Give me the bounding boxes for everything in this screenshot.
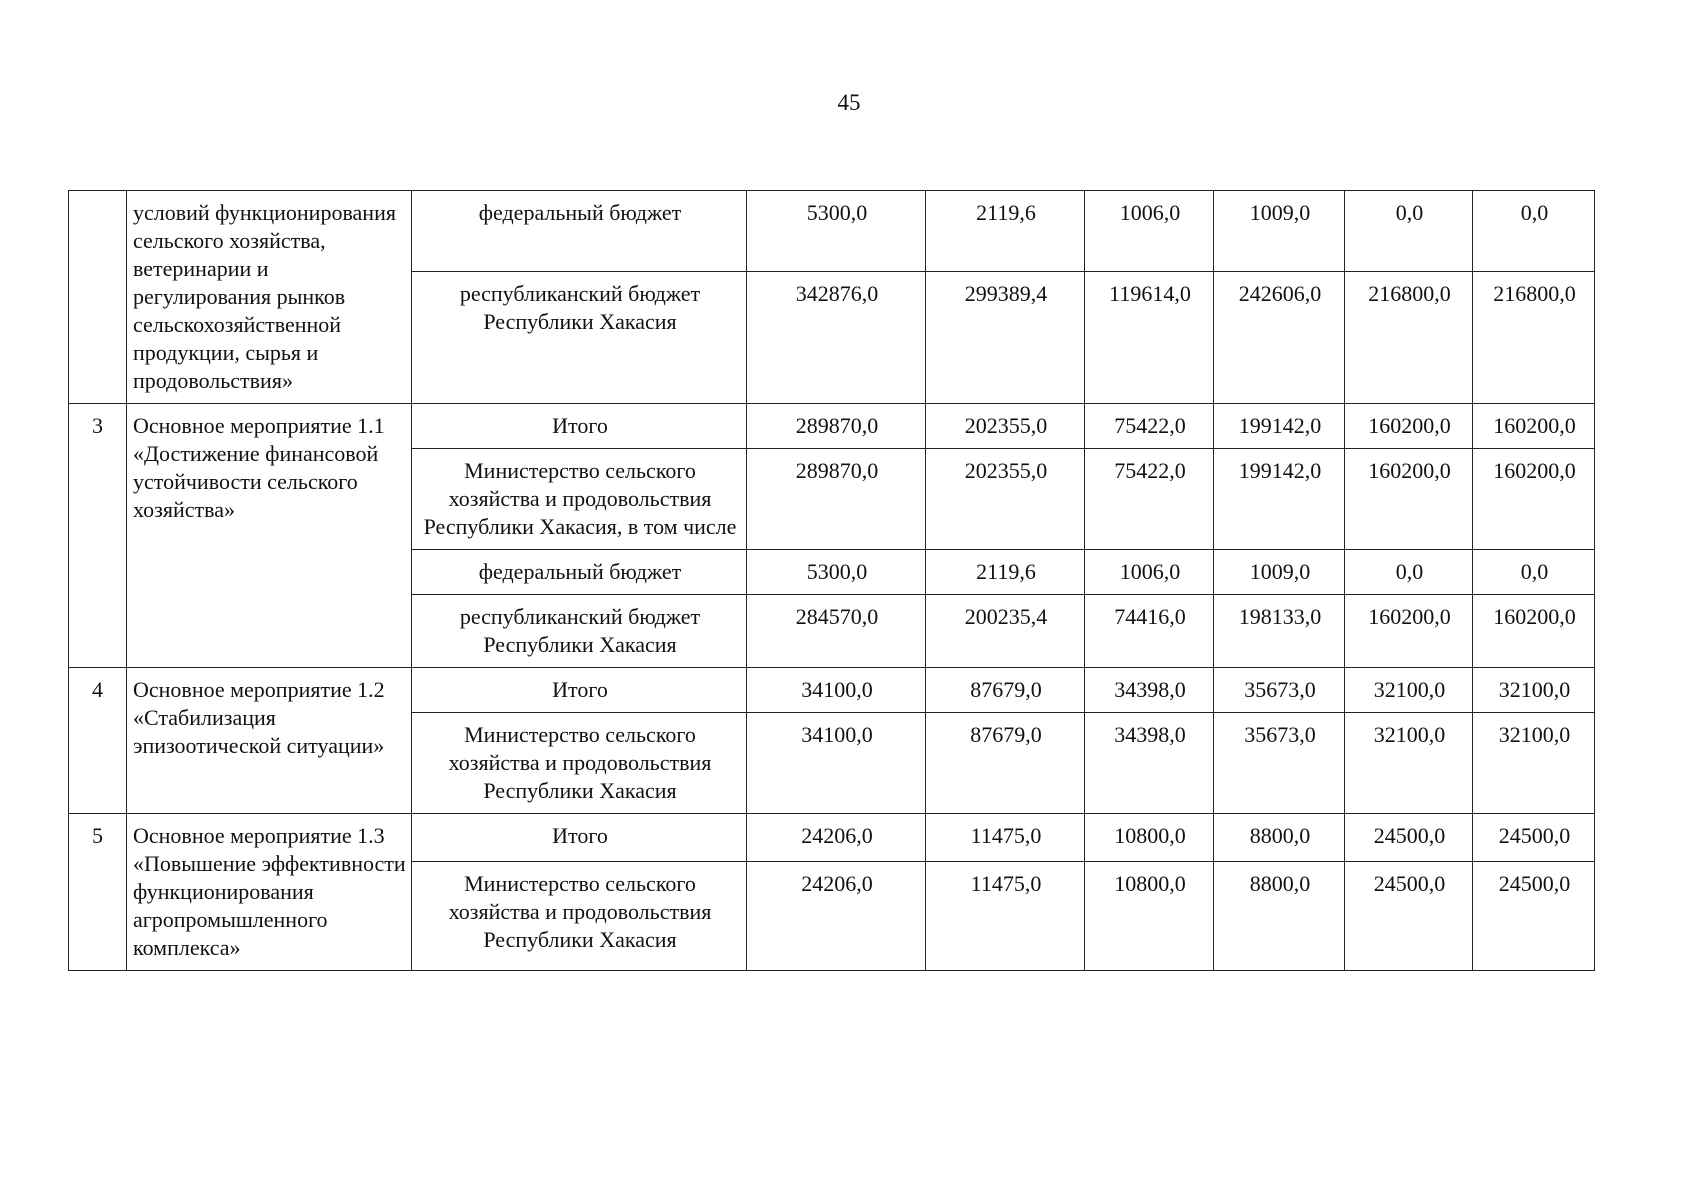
amount-cell: 24206,0: [747, 814, 926, 862]
activity-name: Основное мероприятие 1.1 «Достижение финансовой устойчивости сельского хозяйства»: [127, 404, 412, 668]
amount-cell: 202355,0: [926, 449, 1085, 550]
amount-cell: 10800,0: [1085, 862, 1214, 971]
amount-cell: 34398,0: [1085, 713, 1214, 814]
amount-cell: 198133,0: [1214, 595, 1345, 668]
amount-cell: 35673,0: [1214, 713, 1345, 814]
amount-cell: 1006,0: [1085, 191, 1214, 272]
funding-source: республиканский бюджет Республики Хакасия: [412, 595, 747, 668]
amount-cell: 160200,0: [1345, 595, 1473, 668]
amount-cell: 32100,0: [1345, 713, 1473, 814]
amount-cell: 216800,0: [1345, 272, 1473, 404]
budget-table: [68, 190, 1595, 971]
amount-cell: 11475,0: [926, 862, 1085, 971]
activity-name: Основное мероприятие 1.2 «Стабилизация эпизоотической ситуации»: [127, 668, 412, 814]
amount-cell: 289870,0: [747, 404, 926, 449]
table-body: [69, 191, 1595, 971]
amount-cell: 10800,0: [1085, 814, 1214, 862]
row-number: 3: [69, 404, 127, 668]
table-row: [69, 191, 1595, 272]
activity-name: Основное мероприятие 1.3 «Повышение эффективности функционирования агропромышленного комплекса»: [127, 814, 412, 971]
amount-cell: 5300,0: [747, 191, 926, 272]
funding-source: Министерство сельского хозяйства и продовольствия Республики Хакасия, в том числе: [412, 449, 747, 550]
amount-cell: 24500,0: [1473, 814, 1595, 862]
amount-cell: 34100,0: [747, 668, 926, 713]
amount-cell: 0,0: [1473, 191, 1595, 272]
amount-cell: 119614,0: [1085, 272, 1214, 404]
amount-cell: 216800,0: [1473, 272, 1595, 404]
funding-source: Итого: [412, 668, 747, 713]
amount-cell: 24500,0: [1345, 862, 1473, 971]
funding-source: Итого: [412, 404, 747, 449]
row-number: [69, 191, 127, 404]
amount-cell: 34100,0: [747, 713, 926, 814]
amount-cell: 34398,0: [1085, 668, 1214, 713]
amount-cell: 2119,6: [926, 191, 1085, 272]
amount-cell: 87679,0: [926, 668, 1085, 713]
funding-source: Итого: [412, 814, 747, 862]
row-number: 4: [69, 668, 127, 814]
amount-cell: 87679,0: [926, 713, 1085, 814]
amount-cell: 32100,0: [1345, 668, 1473, 713]
amount-cell: 8800,0: [1214, 862, 1345, 971]
amount-cell: 160200,0: [1473, 449, 1595, 550]
amount-cell: 1006,0: [1085, 550, 1214, 595]
amount-cell: 160200,0: [1345, 449, 1473, 550]
amount-cell: 32100,0: [1473, 668, 1595, 713]
amount-cell: 289870,0: [747, 449, 926, 550]
funding-source: Министерство сельского хозяйства и продовольствия Республики Хакасия: [412, 862, 747, 971]
activity-name: условий функционирования сельского хозяйства, ветеринарии и регулирования рынков сельскохозяйственной продукции, сырья и продовольствия»: [127, 191, 412, 404]
amount-cell: 342876,0: [747, 272, 926, 404]
funding-source: федеральный бюджет: [412, 191, 747, 272]
amount-cell: 160200,0: [1473, 595, 1595, 668]
amount-cell: 299389,4: [926, 272, 1085, 404]
amount-cell: 242606,0: [1214, 272, 1345, 404]
amount-cell: 5300,0: [747, 550, 926, 595]
amount-cell: 199142,0: [1214, 404, 1345, 449]
amount-cell: 0,0: [1473, 550, 1595, 595]
funding-source: федеральный бюджет: [412, 550, 747, 595]
amount-cell: 0,0: [1345, 191, 1473, 272]
amount-cell: 35673,0: [1214, 668, 1345, 713]
amount-cell: 0,0: [1345, 550, 1473, 595]
amount-cell: 75422,0: [1085, 404, 1214, 449]
amount-cell: 24500,0: [1345, 814, 1473, 862]
amount-cell: 1009,0: [1214, 550, 1345, 595]
funding-source: Министерство сельского хозяйства и продовольствия Республики Хакасия: [412, 713, 747, 814]
amount-cell: 24206,0: [747, 862, 926, 971]
amount-cell: 11475,0: [926, 814, 1085, 862]
amount-cell: 160200,0: [1345, 404, 1473, 449]
amount-cell: 284570,0: [747, 595, 926, 668]
amount-cell: 200235,4: [926, 595, 1085, 668]
amount-cell: 8800,0: [1214, 814, 1345, 862]
amount-cell: 199142,0: [1214, 449, 1345, 550]
amount-cell: 74416,0: [1085, 595, 1214, 668]
amount-cell: 32100,0: [1473, 713, 1595, 814]
amount-cell: 160200,0: [1473, 404, 1595, 449]
row-number: 5: [69, 814, 127, 971]
amount-cell: 24500,0: [1473, 862, 1595, 971]
amount-cell: 2119,6: [926, 550, 1085, 595]
table-row: [69, 668, 1595, 713]
page-number: 45: [837, 90, 861, 115]
amount-cell: 1009,0: [1214, 191, 1345, 272]
table-row: [69, 404, 1595, 449]
table-row: [69, 814, 1595, 862]
funding-source: республиканский бюджет Республики Хакасия: [412, 272, 747, 404]
amount-cell: 202355,0: [926, 404, 1085, 449]
amount-cell: 75422,0: [1085, 449, 1214, 550]
